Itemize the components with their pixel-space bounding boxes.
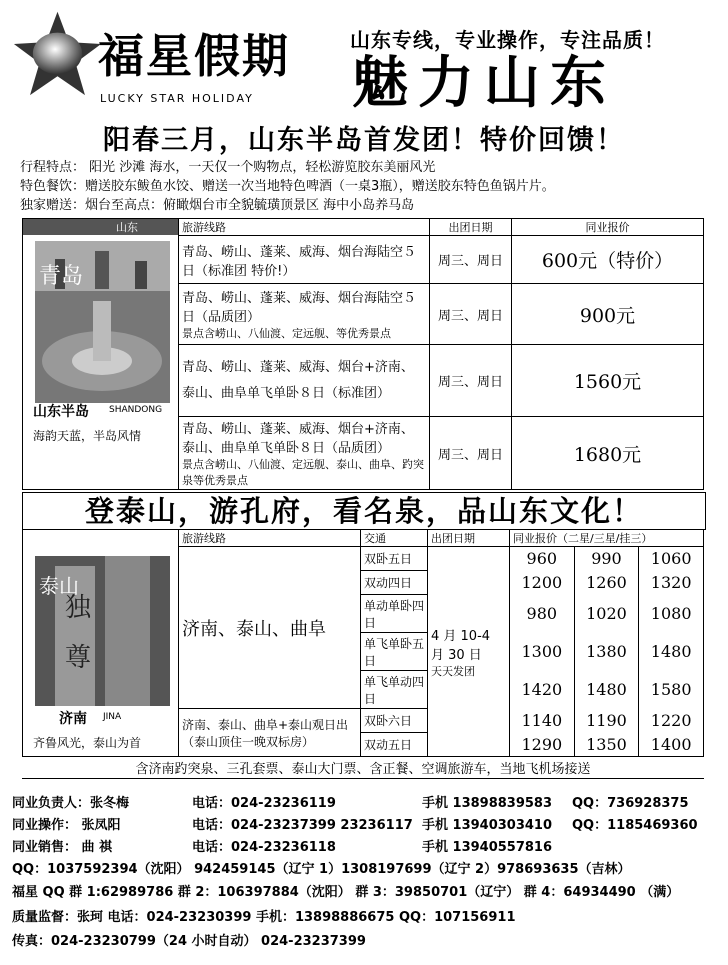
price-r3-1: 980: [510, 595, 575, 633]
date-2: 周三、周日: [430, 284, 512, 344]
taishan-label: 泰山: [39, 574, 79, 598]
route-sub: 济南、泰山、曲阜+泰山观日出（泰山顶住一晚双标房）: [179, 709, 361, 757]
tour-dates: 4 月 10-4 月 30 日 天天发团: [428, 547, 510, 757]
qq-numbers: QQ：1037592394（沈阳） 942459145（辽宁 1）1308197699（辽宁 2）978693635（吉林）: [12, 862, 631, 877]
peninsula-tour-table: [22, 218, 704, 490]
included-items-note: 含济南趵突泉、三孔套票、泰山大门票、含正餐、空调旅游车，当地飞机场接送: [22, 758, 704, 779]
price-r5-1: 1420: [510, 671, 575, 709]
header-date-2: 出团日期: [428, 530, 510, 547]
route-2: 青岛、崂山、蓬莱、威海、烟台海陆空５日（品质团） 景点含崂山、八仙渡、定远舰、等优秀景点: [179, 284, 430, 344]
date-4: 周三、周日: [430, 417, 512, 490]
route-main: 济南、泰山、曲阜: [179, 547, 361, 709]
price-1: 600元（特价）: [512, 236, 704, 284]
jinan-label: 济南: [59, 711, 87, 727]
header-price-2: 同业报价（二星/三星/挂三）: [510, 530, 704, 547]
subheadline: 阳春三月，山东半岛首发团！特价回馈！: [103, 125, 625, 156]
region-caption: 海韵天蓝，半岛风情: [33, 429, 142, 443]
contact-line-1: 同业负责人：张冬梅 电话：024-23236119 手机 13898839583 QQ：736928375: [12, 796, 689, 811]
price-r1-1: 960: [510, 547, 575, 571]
price-r6-2: 1190: [574, 709, 639, 733]
feature-gift: 独家赠送：烟台至高点：俯瞰烟台市全貌毓璜顶景区 海中小岛养马岛: [20, 198, 415, 213]
date-3: 周三、周日: [430, 344, 512, 417]
taishan-tour-table: [22, 529, 704, 757]
route-1: 青岛、崂山、蓬莱、威海、烟台海陆空５日（标准团 特价!）: [179, 236, 430, 284]
price-r3-2: 1020: [574, 595, 639, 633]
header-date: 出团日期: [430, 219, 512, 236]
header-price: 同业报价: [512, 219, 704, 236]
banner-culture: 登泰山，游孔府，看名泉，品山东文化！: [22, 492, 706, 530]
region-label: 山东半岛: [33, 404, 89, 420]
price-4: 1680元: [512, 417, 704, 490]
header-route: 旅游线路: [179, 219, 430, 236]
price-r2-1: 1200: [510, 571, 575, 595]
logo-star-icon: [10, 8, 105, 98]
price-r1-3: 1060: [639, 547, 704, 571]
price-r2-3: 1320: [639, 571, 704, 595]
contact-line-3: 同业销售： 曲 祺 电话：024-23236118 手机 13940557816: [12, 840, 553, 855]
tag-label: 山东: [23, 219, 178, 235]
price-r3-3: 1080: [639, 595, 704, 633]
peninsula-image-cell: [23, 219, 179, 490]
header-transport: 交通: [361, 530, 428, 547]
price-r2-2: 1260: [574, 571, 639, 595]
quality-supervision: 质量监督：张珂 电话：024-23230399 手机：13898886675 QQ：107156911: [12, 910, 516, 925]
transport-3: 单动单卧四日: [361, 595, 428, 633]
svg-text:独: 独: [65, 593, 92, 623]
price-r4-2: 1380: [574, 633, 639, 671]
slogan: 山东专线，专业操作，专注品质！: [350, 28, 665, 52]
transport-2: 双动四日: [361, 571, 428, 595]
route-4: 青岛、崂山、蓬莱、威海、烟台+济南、泰山、曲阜单飞单卧８日（品质团） 景点含崂山、八仙渡、定远舰、泰山、曲阜、趵突泉等优秀景点: [179, 417, 430, 490]
headline: 魅力山东: [352, 51, 616, 116]
brand-name: 福星假期: [98, 29, 290, 83]
qq-groups: 福星 QQ 群 1:62989786 群 2：106397884（沈阳） 群 3：39850701（辽宁） 群 4：64934490 （满）: [12, 885, 680, 900]
feature-dining: 特色餐饮：赠送胶东鲅鱼水饺、赠送一次当地特色啤酒（一桌3瓶），赠送胶东特色鱼锅片片。: [20, 179, 555, 194]
price-r6-3: 1220: [639, 709, 704, 733]
price-r7-1: 1290: [510, 733, 575, 757]
region-label-en: SHANDONG: [109, 405, 163, 415]
price-r1-2: 990: [574, 547, 639, 571]
price-r4-3: 1480: [639, 633, 704, 671]
jinan-label-en: JINA: [103, 712, 122, 722]
price-r6-1: 1140: [510, 709, 575, 733]
transport-7: 双动五日: [361, 733, 428, 757]
svg-text:尊: 尊: [65, 643, 92, 673]
transport-4: 单飞单卧五日: [361, 633, 428, 671]
price-2: 900元: [512, 284, 704, 344]
header-route-2: 旅游线路: [179, 530, 361, 547]
price-r5-3: 1580: [639, 671, 704, 709]
feature-itinerary: 行程特点： 阳光 沙滩 海水，一天仅一个购物点，轻松游览胶东美丽风光: [20, 160, 436, 175]
date-1: 周三、周日: [430, 236, 512, 284]
transport-6: 双卧六日: [361, 709, 428, 733]
price-r5-2: 1480: [574, 671, 639, 709]
price-r4-1: 1300: [510, 633, 575, 671]
brand-name-en: LUCKY STAR HOLIDAY: [100, 92, 254, 105]
price-r7-2: 1350: [574, 733, 639, 757]
route-3: 青岛、崂山、蓬莱、威海、烟台+济南、泰山、曲阜单飞单卧８日（标准团）: [179, 344, 430, 417]
price-3: 1560元: [512, 344, 704, 417]
qingdao-label: 青岛: [39, 264, 84, 289]
taishan-image-cell: [23, 530, 179, 757]
jinan-caption: 齐鲁风光，泰山为首: [33, 736, 142, 750]
transport-1: 双卧五日: [361, 547, 428, 571]
contact-line-2: 同业操作： 张凤阳 电话：024-23237399 23236117 手机 13940303410 QQ：1185469360: [12, 818, 698, 833]
price-r7-3: 1400: [639, 733, 704, 757]
transport-5: 单飞单动四日: [361, 671, 428, 709]
fax-line: 传真：024-23230799（24 小时自动） 024-23237399: [12, 934, 366, 949]
